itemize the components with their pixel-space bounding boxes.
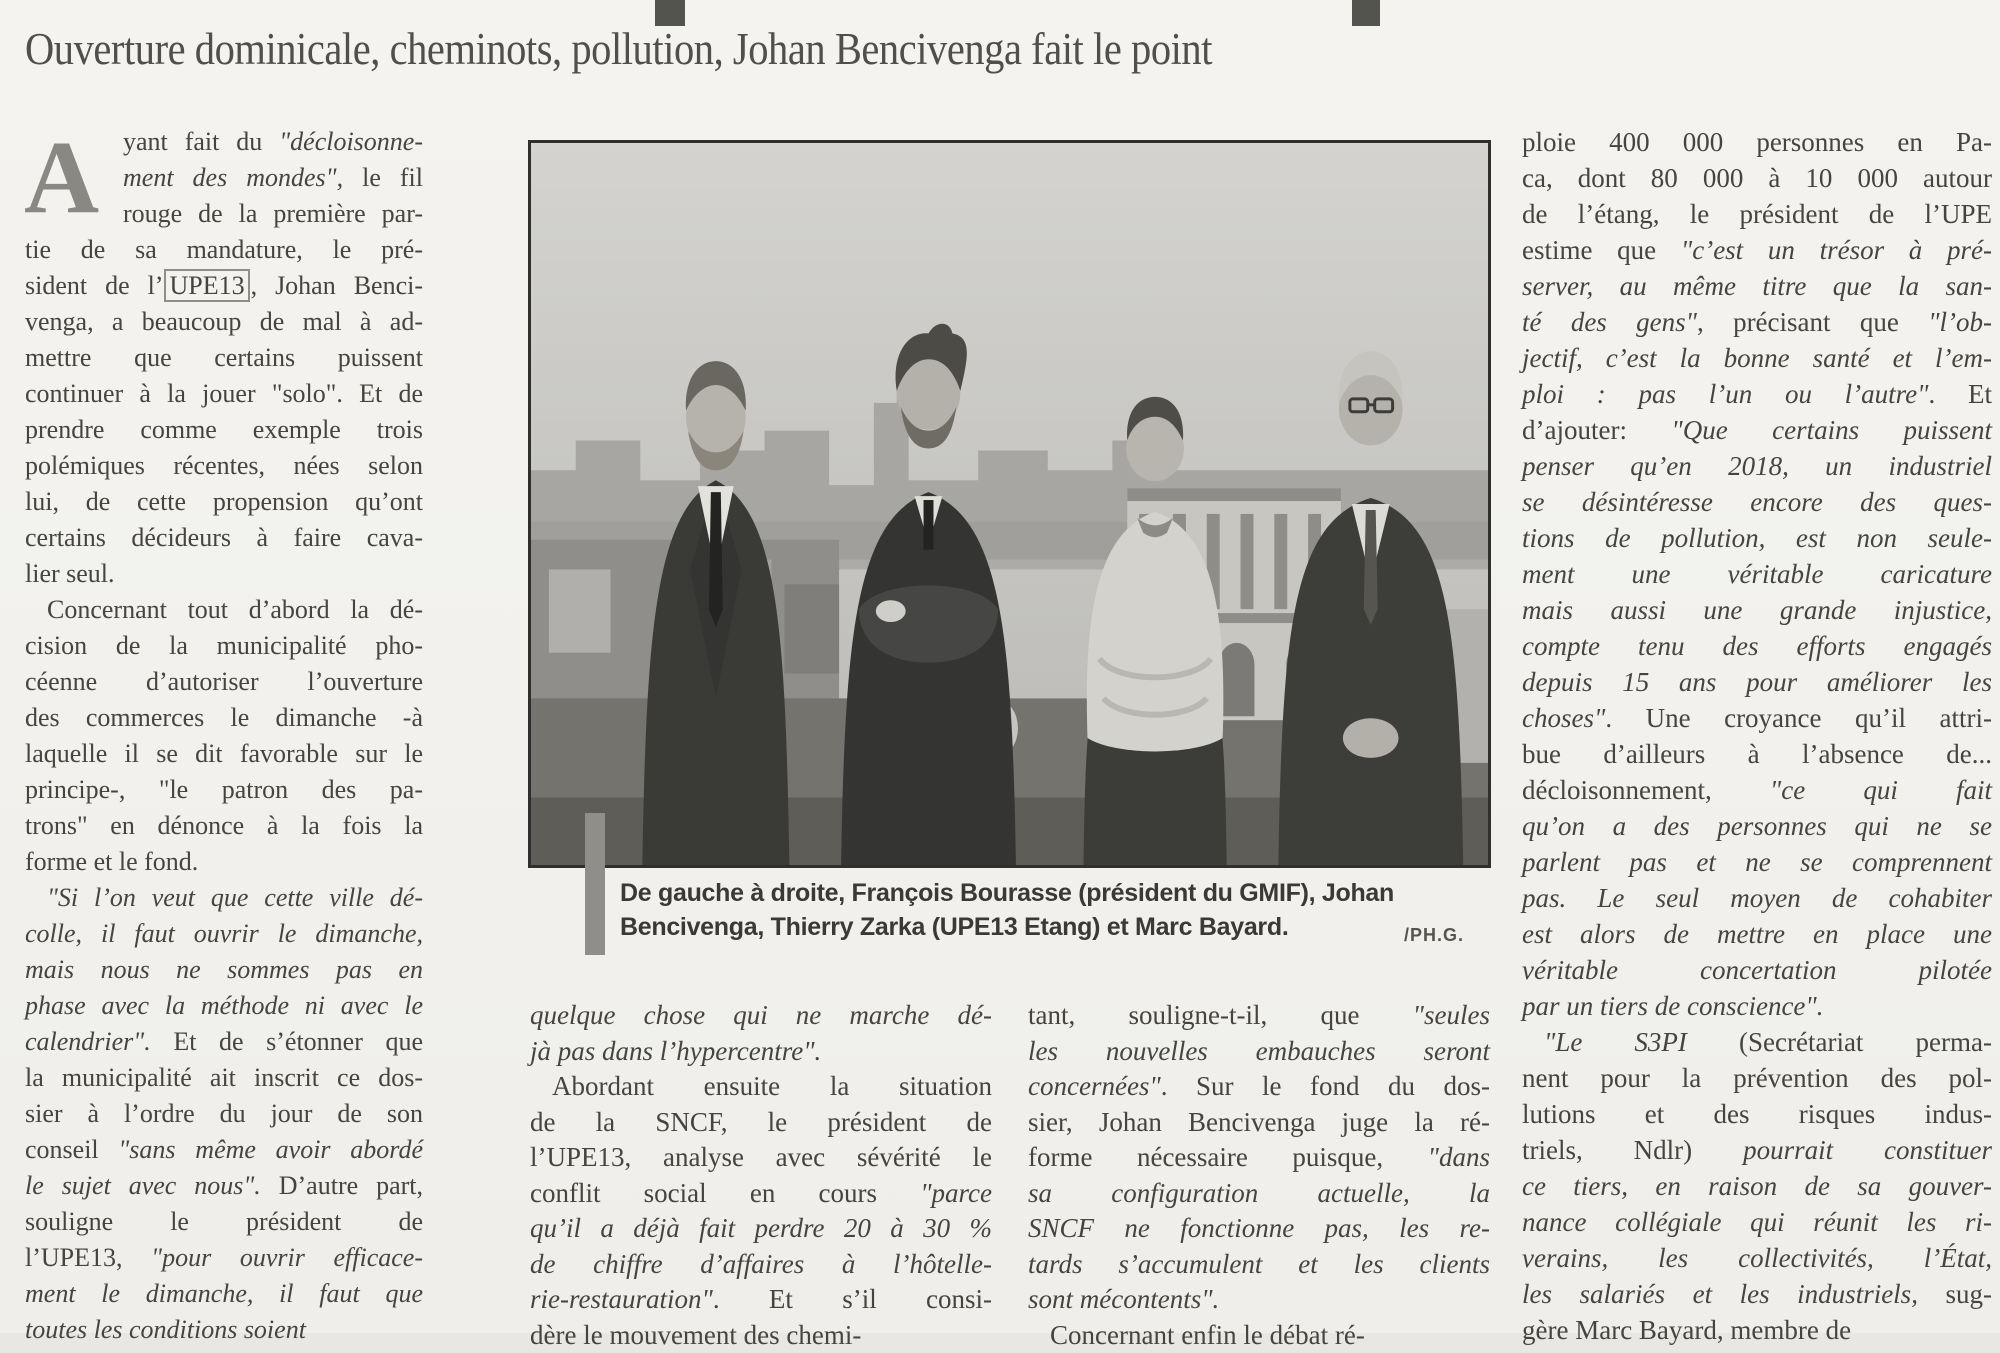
text-line: estime que "c’est un trésor à pré- — [1522, 232, 1992, 268]
text-line: Concernant tout d’abord la dé- — [25, 592, 423, 628]
text-line: toutes les conditions soient — [25, 1312, 423, 1348]
text-line: conflit social en cours "parce — [530, 1176, 992, 1212]
text-line: ploie 400 000 personnes en Pa- — [1522, 124, 1992, 160]
text-line: penser qu’en 2018, un industriel — [1522, 448, 1992, 484]
text-line: choses". Une croyance qu’il attri- — [1522, 700, 1992, 736]
text-line: "Le S3PI (Secrétariat perma- — [1522, 1024, 1992, 1060]
text-line: depuis 15 ans pour améliorer les — [1522, 664, 1992, 700]
text-line: ca, dont 80 000 à 10 000 autour — [1522, 160, 1992, 196]
text-line: ment des mondes", le fil — [123, 160, 423, 196]
caption-marker-bar — [585, 813, 605, 955]
text-line: décloisonnement, "ce qui fait — [1522, 772, 1992, 808]
text-line: forme nécessaire puisque, "dans — [1028, 1140, 1490, 1176]
text-line: qu’il a déjà fait perdre 20 à 30 % — [530, 1211, 992, 1247]
text-line: sident de l’ UPE13 , Johan Benci- — [25, 268, 423, 304]
text-line: rie-restauration". Et s’il consi- — [530, 1282, 992, 1318]
text-line: lui, de cette propension qu’ont — [25, 484, 423, 520]
cropped-headline-fragment — [1352, 0, 1380, 26]
column-middle-1 — [530, 998, 992, 1353]
text-line: tards s’accumulent et les clients — [1028, 1247, 1490, 1283]
text-line: forme et le fond. — [25, 844, 423, 880]
text-line: tant, souligne-t-il, que "seules — [1028, 998, 1490, 1034]
text-line: la municipalité ait inscrit ce dos- — [25, 1060, 423, 1096]
text-line: sier, Johan Bencivenga juge la ré- — [1028, 1105, 1490, 1141]
text-line: l’UPE13, analyse avec sévérité le — [530, 1140, 992, 1176]
text-line: le sujet avec nous". D’autre part, — [25, 1168, 423, 1204]
text-line: prendre comme exemple trois — [25, 412, 423, 448]
text-line: mettre que certains puissent — [25, 340, 423, 376]
text-line: triels, Ndlr) pourrait constituer — [1522, 1132, 1992, 1168]
text-line: souligne le président de — [25, 1204, 423, 1240]
column-right — [1522, 124, 1992, 1348]
text-line: céenne d’autoriser l’ouverture — [25, 664, 423, 700]
photo-credit: /PH.G. — [1404, 918, 1464, 952]
text-line: calendrier". Et de s’étonner que — [25, 1024, 423, 1060]
text-line: bue d’ailleurs à l’absence de... — [1522, 736, 1992, 772]
text-line: conseil "sans même avoir abordé — [25, 1132, 423, 1168]
text-line: mais aussi une grande injustice, — [1522, 592, 1992, 628]
text-line: de l’étang, le président de l’UPE — [1522, 196, 1992, 232]
text-line: parlent pas et ne se comprennent — [1522, 844, 1992, 880]
column-middle-2 — [1028, 998, 1490, 1353]
text-line: venga, a beaucoup de mal à ad- — [25, 304, 423, 340]
column-left — [25, 124, 423, 1348]
text-line: certains décideurs à faire cava- — [25, 520, 423, 556]
text-line: yant fait du "décloisonne- — [123, 124, 423, 160]
text-line: Concernant enfin le débat ré- — [1028, 1318, 1490, 1353]
text-line: Abordant ensuite la situation — [530, 1069, 992, 1105]
text-line: qu’on a des personnes qui ne se — [1522, 808, 1992, 844]
text-line: principe-, "le patron des pa- — [25, 772, 423, 808]
text-line: té des gens", précisant que "l’ob- — [1522, 304, 1992, 340]
text-line: de la SNCF, le président de — [530, 1105, 992, 1141]
text-line: phase avec la méthode ni avec le — [25, 988, 423, 1024]
text-line: colle, il faut ouvrir le dimanche, — [25, 916, 423, 952]
text-line: SNCF ne fonctionne pas, les re- — [1028, 1211, 1490, 1247]
text-line: lutions et des risques indus- — [1522, 1096, 1992, 1132]
text-line: les salariés et les industriels, sug- — [1522, 1276, 1992, 1312]
text-line: ce tiers, en raison de sa gouver- — [1522, 1168, 1992, 1204]
photo-image — [531, 143, 1488, 865]
text-line: dère le mouvement des chemi- — [530, 1318, 992, 1353]
text-line: jectif, c’est la bonne santé et l’em- — [1522, 340, 1992, 376]
text-line: ploi : pas l’un ou l’autre". Et — [1522, 376, 1992, 412]
text-line: par un tiers de conscience". — [1522, 988, 1992, 1024]
drop-cap: A — [24, 132, 99, 224]
photo-caption — [620, 876, 1492, 944]
article-subheadline: Ouverture dominicale, cheminots, pollution, Johan Bencivenga fait le point — [25, 24, 1555, 76]
text-line: sa configuration actuelle, la — [1028, 1176, 1490, 1212]
cropped-headline-fragment — [655, 0, 685, 26]
text-line: compte tenu des efforts engagés — [1522, 628, 1992, 664]
text-line: pas. Le seul moyen de cohabiter — [1522, 880, 1992, 916]
text-line: trons" en dénonce à la fois la — [25, 808, 423, 844]
text-line: ment une véritable caricature — [1522, 556, 1992, 592]
text-line: mais nous ne sommes pas en — [25, 952, 423, 988]
text-line: server, au même titre que la san- — [1522, 268, 1992, 304]
text-line: rouge de la première par- — [123, 196, 423, 232]
text-line: concernées". Sur le fond du dos- — [1028, 1069, 1490, 1105]
text-line: des commerces le dimanche -à — [25, 700, 423, 736]
text-line: les nouvelles embauches seront — [1028, 1034, 1490, 1070]
text-line: tie de sa mandature, le pré- — [25, 232, 423, 268]
text-line: continuer à la jouer "solo". Et de — [25, 376, 423, 412]
text-line: jà pas dans l’hypercentre". — [530, 1034, 992, 1070]
text-line: lier seul. — [25, 556, 423, 592]
text-line: sier à l’ordre du jour de son — [25, 1096, 423, 1132]
text-line: est alors de mettre en place une — [1522, 916, 1992, 952]
text-line: de chiffre d’affaires à l’hôtelle- — [530, 1247, 992, 1283]
text-line: verains, les collectivités, l’État, — [1522, 1240, 1992, 1276]
caption-line: De gauche à droite, François Bourasse (président du GMIF), Johan — [620, 876, 1492, 910]
text-line: l’UPE13, "pour ouvrir efficace- — [25, 1240, 423, 1276]
text-line: ment le dimanche, il faut que — [25, 1276, 423, 1312]
text-line: polémiques récentes, nées selon — [25, 448, 423, 484]
text-line: gère Marc Bayard, membre de — [1522, 1312, 1992, 1348]
text-line: tions de pollution, est non seule- — [1522, 520, 1992, 556]
text-line: sont mécontents". — [1028, 1282, 1490, 1318]
caption-line: Bencivenga, Thierry Zarka (UPE13 Etang) et Marc Bayard. — [620, 910, 1492, 944]
text-line: laquelle il se dit favorable sur le — [25, 736, 423, 772]
text-line: "Si l’on veut que cette ville dé- — [25, 880, 423, 916]
text-line: nent pour la prévention des pol- — [1522, 1060, 1992, 1096]
text-line: véritable concertation pilotée — [1522, 952, 1992, 988]
text-line: nance collégiale qui réunit les ri- — [1522, 1204, 1992, 1240]
text-line: d’ajouter: "Que certains puissent — [1522, 412, 1992, 448]
article-photo — [528, 140, 1491, 868]
text-line: cision de la municipalité pho- — [25, 628, 423, 664]
text-line: quelque chose qui ne marche dé- — [530, 998, 992, 1034]
text-line: se désintéresse encore des ques- — [1522, 484, 1992, 520]
